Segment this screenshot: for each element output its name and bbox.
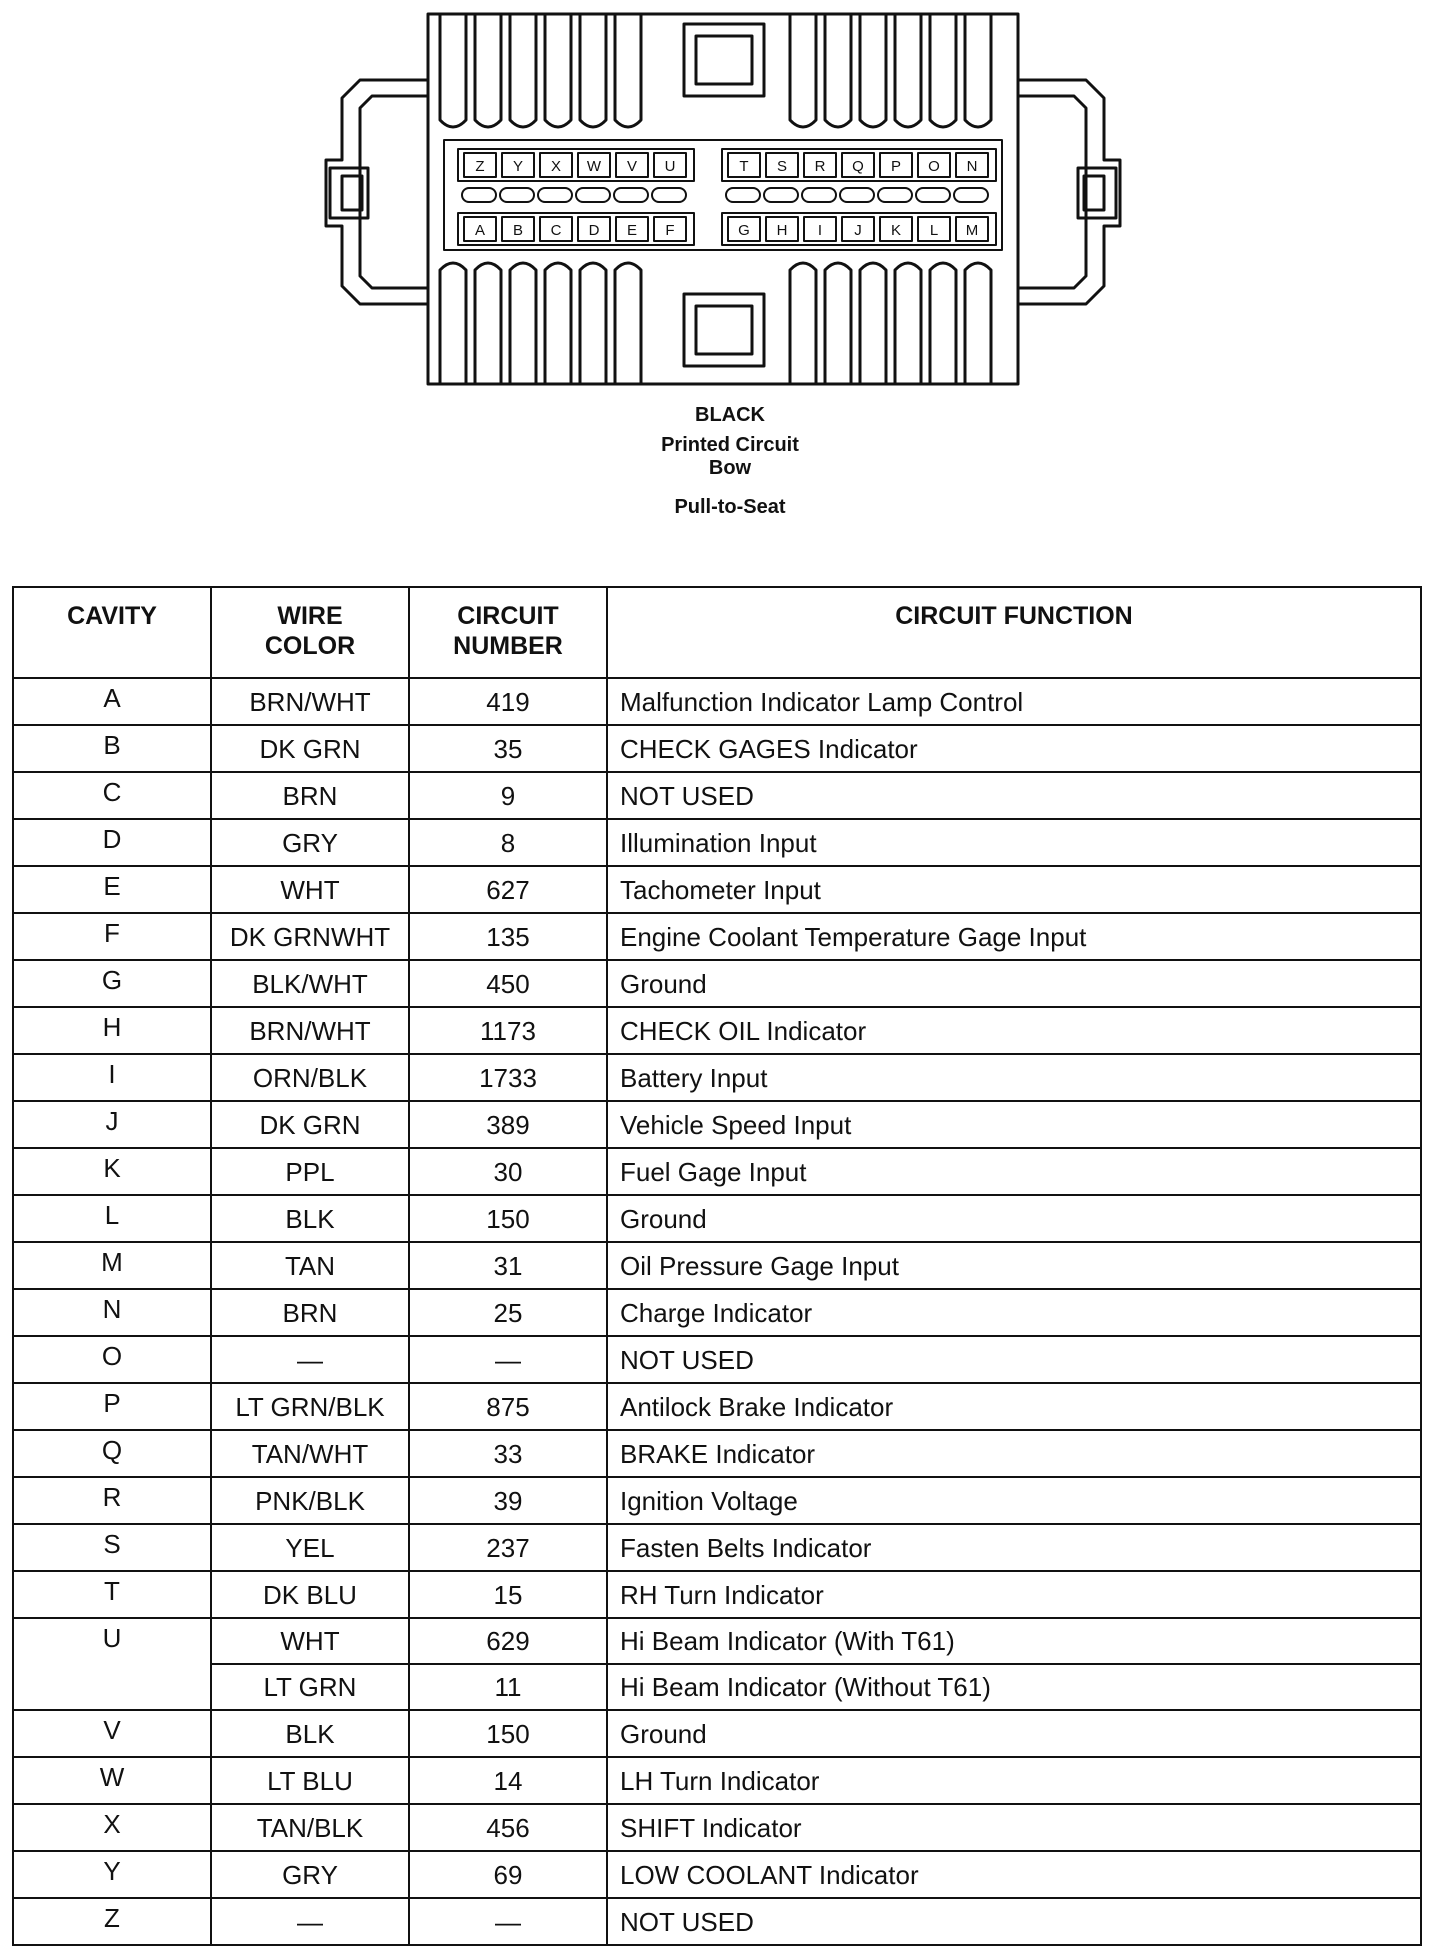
pinout-header-row (13, 587, 1421, 678)
cavity-cell: V (13, 1710, 211, 1757)
wire-color-cell: WHT (211, 866, 409, 913)
pinout-row (13, 1757, 1421, 1804)
circuit-number-cell: 31 (409, 1242, 607, 1289)
fin (895, 263, 921, 384)
pin-label: G (738, 222, 750, 239)
circuit-function-cell: Hi Beam Indicator (Without T61) (607, 1664, 1421, 1710)
circuit-number-cell: 450 (409, 960, 607, 1007)
pin-label: W (586, 158, 602, 175)
pinout-row (13, 1007, 1421, 1054)
circuit-number-cell: 11 (409, 1664, 607, 1710)
wire-color-cell: GRY (211, 1851, 409, 1898)
cavity-cell: L (13, 1195, 211, 1242)
circuit-number-cell: 150 (409, 1710, 607, 1757)
cavity-cell: A (13, 678, 211, 725)
circuit-function-cell: Battery Input (607, 1054, 1421, 1101)
pinout-row (13, 678, 1421, 725)
terminal-oval (726, 188, 760, 202)
circuit-function-cell: Ground (607, 960, 1421, 1007)
circuit-function-cell: Fasten Belts Indicator (607, 1524, 1421, 1571)
circuit-number-cell: — (409, 1336, 607, 1383)
wire-color-cell: BRN (211, 1289, 409, 1336)
pinout-row (13, 1336, 1421, 1383)
fin (965, 263, 991, 384)
pin-label: A (474, 222, 486, 239)
wire-color-cell: LT BLU (211, 1757, 409, 1804)
fin (930, 14, 956, 127)
wire-color-cell: DK GRN (211, 725, 409, 772)
fin (860, 263, 886, 384)
wire-color-cell: BRN/WHT (211, 678, 409, 725)
pin-label: O (928, 158, 940, 175)
circuit-number-cell: 30 (409, 1148, 607, 1195)
circuit-number-cell: 35 (409, 725, 607, 772)
pin-row-bottom-right (722, 213, 996, 245)
fin (580, 14, 606, 127)
cavity-header: CAVITY (13, 587, 211, 678)
pin-label: V (626, 158, 638, 175)
fin (545, 263, 571, 384)
pin-label: R (814, 158, 826, 175)
fin (615, 263, 641, 384)
cavity-cell: P (13, 1383, 211, 1430)
wire-color-cell: GRY (211, 819, 409, 866)
pinout-row (13, 1710, 1421, 1757)
wire-color-cell: ORN/BLK (211, 1054, 409, 1101)
fin (965, 14, 991, 127)
cavity-cell: J (13, 1101, 211, 1148)
pinout-row (13, 1571, 1421, 1618)
pin-label: L (929, 222, 939, 239)
fin (930, 263, 956, 384)
cavity-cell: S (13, 1524, 211, 1571)
terminal-oval (462, 188, 496, 202)
circuit-function-cell: Hi Beam Indicator (With T61) (607, 1618, 1421, 1664)
pinout-row (13, 1054, 1421, 1101)
circuit-number-cell: 15 (409, 1571, 607, 1618)
terminal-oval (916, 188, 950, 202)
circuit-number-cell: 39 (409, 1477, 607, 1524)
cavity-cell: W (13, 1757, 211, 1804)
circuit-function-cell: LOW COOLANT Indicator (607, 1851, 1421, 1898)
pinout-row (13, 1430, 1421, 1477)
pinout-row (13, 772, 1421, 819)
circuit-number-cell: 33 (409, 1430, 607, 1477)
circuit-function-cell: Ground (607, 1710, 1421, 1757)
connector-type-caption: Printed Circuit (661, 434, 799, 456)
terminal-oval (840, 188, 874, 202)
pinout-row (13, 960, 1421, 1007)
cavity-cell: K (13, 1148, 211, 1195)
cavity-cell: R (13, 1477, 211, 1524)
cavity-cell: B (13, 725, 211, 772)
circuit-number-cell: 456 (409, 1804, 607, 1851)
pinout-row (13, 1851, 1421, 1898)
circuit-function-cell: SHIFT Indicator (607, 1804, 1421, 1851)
terminal-oval (614, 188, 648, 202)
pinout-row (13, 866, 1421, 913)
circuit-function-cell: Vehicle Speed Input (607, 1101, 1421, 1148)
circuit-function-header: CIRCUIT FUNCTION (607, 587, 1421, 678)
pin-label: Q (852, 158, 864, 175)
circuit-function-cell: LH Turn Indicator (607, 1757, 1421, 1804)
wire-color-cell: BLK (211, 1195, 409, 1242)
pinout-row (13, 819, 1421, 866)
circuit-function-cell: Antilock Brake Indicator (607, 1383, 1421, 1430)
pin-label: E (626, 222, 638, 239)
wire-color-cell: BRN/WHT (211, 1007, 409, 1054)
cavity-cell: H (13, 1007, 211, 1054)
cavity-cell: T (13, 1571, 211, 1618)
circuit-function-cell: Illumination Input (607, 819, 1421, 866)
pin-label: K (890, 222, 902, 239)
cavity-cell: O (13, 1336, 211, 1383)
circuit-function-cell: Ground (607, 1195, 1421, 1242)
wire-color-cell: BRN (211, 772, 409, 819)
wire-color-cell: TAN/BLK (211, 1804, 409, 1851)
circuit-number-cell: 9 (409, 772, 607, 819)
terminal-oval (954, 188, 988, 202)
fin (860, 14, 886, 127)
circuit-number-cell: 1733 (409, 1054, 607, 1101)
circuit-number-cell: 1173 (409, 1007, 607, 1054)
pin-label: F (665, 222, 675, 239)
terminal-oval (878, 188, 912, 202)
pinout-row (13, 1101, 1421, 1148)
fin (825, 263, 851, 384)
pinout-row (13, 1148, 1421, 1195)
pin-label: Y (512, 158, 524, 175)
wire-color-header: WIRE COLOR (211, 587, 409, 678)
fin (790, 14, 816, 127)
pin-label: S (776, 158, 788, 175)
pin-row-bottom-left (458, 213, 694, 245)
circuit-number-cell: 629 (409, 1618, 607, 1664)
cavity-cell (13, 1664, 211, 1710)
circuit-number-cell: 8 (409, 819, 607, 866)
circuit-function-cell: Fuel Gage Input (607, 1148, 1421, 1195)
circuit-number-cell: 627 (409, 866, 607, 913)
fin (615, 14, 641, 127)
pinout-row (13, 725, 1421, 772)
fin (825, 14, 851, 127)
pinout-row (13, 1524, 1421, 1571)
wire-color-cell: DK GRN (211, 1101, 409, 1148)
cavity-cell: G (13, 960, 211, 1007)
cavity-cell: F (13, 913, 211, 960)
terminal-oval (500, 188, 534, 202)
cavity-cell: Z (13, 1898, 211, 1945)
fin (440, 14, 466, 127)
wire-color-cell: TAN (211, 1242, 409, 1289)
circuit-number-header: CIRCUIT NUMBER (409, 587, 607, 678)
fin (790, 263, 816, 384)
pin-label: T (739, 158, 749, 175)
circuit-function-cell: CHECK GAGES Indicator (607, 725, 1421, 772)
connector-outer-body (326, 14, 1120, 384)
pinout-row (13, 913, 1421, 960)
cavity-cell: Y (13, 1851, 211, 1898)
pinout-row (13, 1383, 1421, 1430)
fin (475, 14, 501, 127)
pinout-row (13, 1477, 1421, 1524)
circuit-function-cell: NOT USED (607, 1898, 1421, 1945)
fin (440, 263, 466, 384)
circuit-number-cell: — (409, 1898, 607, 1945)
circuit-function-cell: Ignition Voltage (607, 1477, 1421, 1524)
circuit-number-cell: 135 (409, 913, 607, 960)
wire-color-cell: BLK/WHT (211, 960, 409, 1007)
fin (895, 14, 921, 127)
cavity-cell: N (13, 1289, 211, 1336)
connector-seat-caption: Pull-to-Seat (674, 496, 786, 518)
pin-label: D (588, 222, 600, 239)
wire-color-cell: — (211, 1336, 409, 1383)
pin-row-top-right (722, 149, 996, 181)
circuit-function-cell: Engine Coolant Temperature Gage Input (607, 913, 1421, 960)
wire-color-cell: LT GRN (211, 1664, 409, 1710)
pinout-row (13, 1664, 1421, 1710)
terminal-oval (764, 188, 798, 202)
bottom-latch (684, 294, 764, 366)
pinout-row (13, 1804, 1421, 1851)
circuit-number-cell: 14 (409, 1757, 607, 1804)
pin-label: I (817, 222, 823, 239)
wire-color-cell: PPL (211, 1148, 409, 1195)
connector-type-caption-2: Bow (708, 457, 752, 479)
cavity-cell: C (13, 772, 211, 819)
terminal-oval (576, 188, 610, 202)
wire-color-cell: WHT (211, 1618, 409, 1664)
circuit-number-cell: 69 (409, 1851, 607, 1898)
circuit-number-cell: 150 (409, 1195, 607, 1242)
pinout-row (13, 1242, 1421, 1289)
wire-color-cell: DK BLU (211, 1571, 409, 1618)
pinout-row (13, 1618, 1421, 1664)
pinout-row (13, 1898, 1421, 1945)
top-latch (684, 24, 764, 96)
pinout-table (12, 586, 1422, 1946)
cavity-cell: E (13, 866, 211, 913)
circuit-function-cell: Malfunction Indicator Lamp Control (607, 678, 1421, 725)
cavity-cell: X (13, 1804, 211, 1851)
cavity-cell: U (13, 1618, 211, 1664)
cavity-cell: Q (13, 1430, 211, 1477)
pin-label: N (966, 158, 978, 175)
heat-fins-top (440, 14, 991, 127)
circuit-number-cell: 875 (409, 1383, 607, 1430)
terminal-oval (538, 188, 572, 202)
pin-label: Z (475, 158, 485, 175)
pin-label: B (512, 222, 524, 239)
pin-label: X (550, 158, 562, 175)
terminal-oval (802, 188, 836, 202)
circuit-number-cell: 419 (409, 678, 607, 725)
circuit-function-cell: Tachometer Input (607, 866, 1421, 913)
pin-label: U (664, 158, 676, 175)
pin-label: C (550, 222, 562, 239)
circuit-function-cell: BRAKE Indicator (607, 1430, 1421, 1477)
fin (545, 14, 571, 127)
pinout-row (13, 1289, 1421, 1336)
circuit-function-cell: NOT USED (607, 1336, 1421, 1383)
pin-label: J (854, 222, 862, 239)
circuit-function-cell: NOT USED (607, 772, 1421, 819)
wire-color-cell: DK GRNWHT (211, 913, 409, 960)
pin-label: M (965, 222, 979, 239)
fin (475, 263, 501, 384)
circuit-function-cell: RH Turn Indicator (607, 1571, 1421, 1618)
pin-label: P (890, 158, 902, 175)
fin (510, 14, 536, 127)
pinout-row (13, 1195, 1421, 1242)
wire-color-cell: LT GRN/BLK (211, 1383, 409, 1430)
cavity-cell: D (13, 819, 211, 866)
circuit-number-cell: 389 (409, 1101, 607, 1148)
wire-color-cell: BLK (211, 1710, 409, 1757)
cavity-cell: M (13, 1242, 211, 1289)
circuit-function-cell: CHECK OIL Indicator (607, 1007, 1421, 1054)
circuit-number-cell: 25 (409, 1289, 607, 1336)
circuit-function-cell: Oil Pressure Gage Input (607, 1242, 1421, 1289)
wire-color-cell: YEL (211, 1524, 409, 1571)
circuit-function-cell: Charge Indicator (607, 1289, 1421, 1336)
terminal-ovals (462, 188, 988, 202)
wire-color-cell: TAN/WHT (211, 1430, 409, 1477)
pin-label: H (776, 222, 788, 239)
circuit-number-cell: 237 (409, 1524, 607, 1571)
wire-color-cell: PNK/BLK (211, 1477, 409, 1524)
fin (580, 263, 606, 384)
connector-color-caption: BLACK (695, 404, 765, 426)
pin-row-top-left (458, 149, 694, 181)
cavity-cell: I (13, 1054, 211, 1101)
fin (510, 263, 536, 384)
wire-color-cell: — (211, 1898, 409, 1945)
connector-face-diagram (0, 0, 1440, 400)
terminal-oval (652, 188, 686, 202)
